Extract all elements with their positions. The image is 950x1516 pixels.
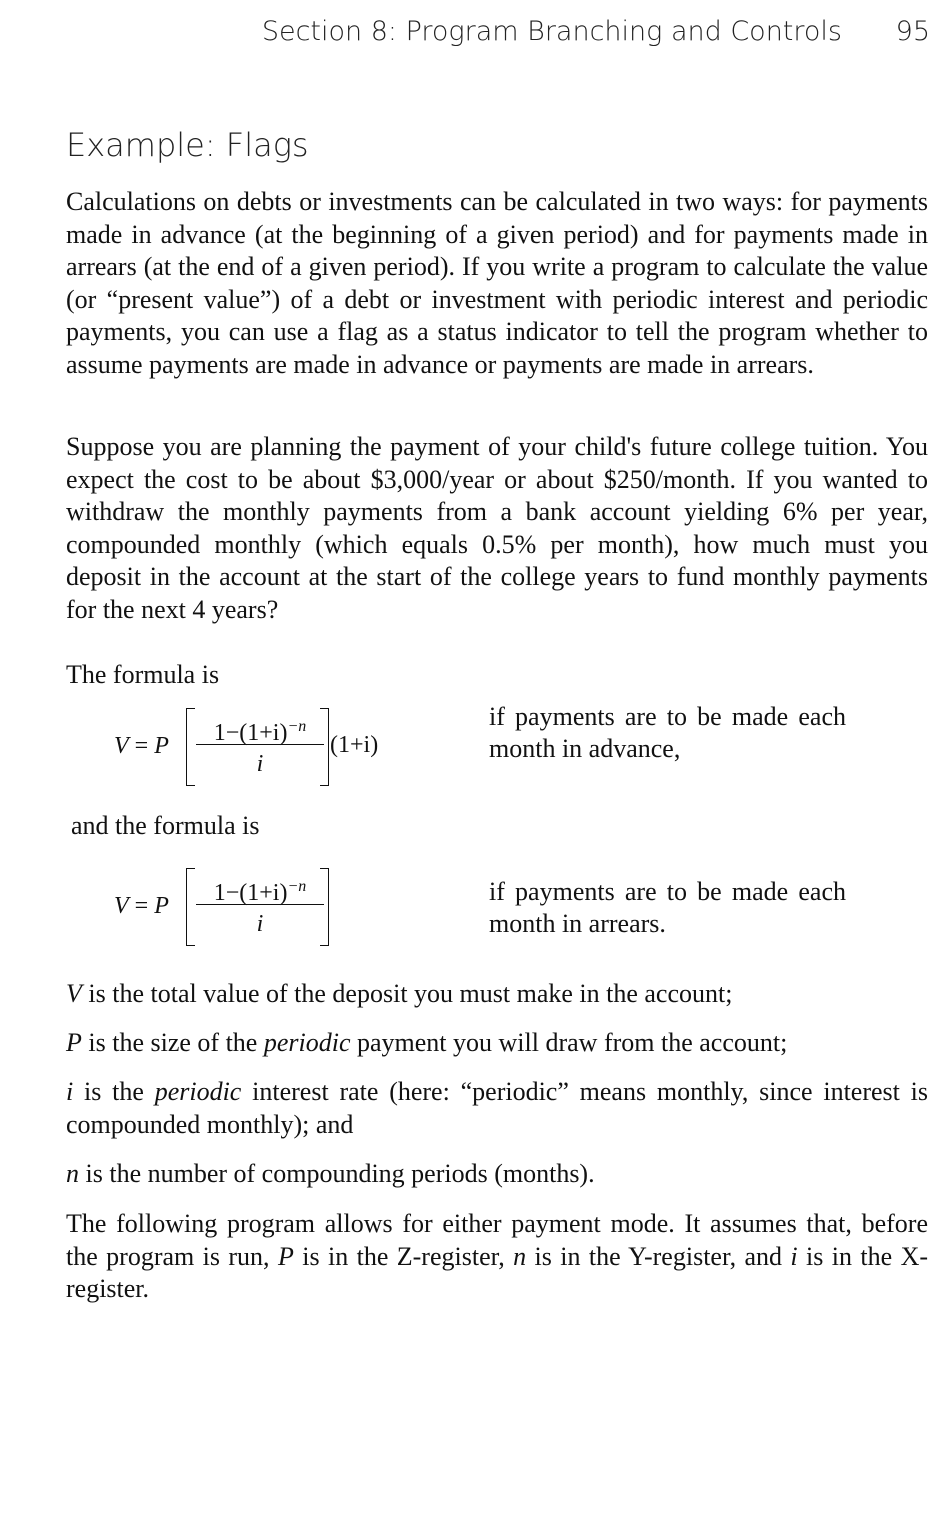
left-bracket (186, 708, 195, 786)
fraction (196, 870, 324, 939)
numerator: $1-(1+i)^{-n}$ (196, 870, 324, 905)
formula-tail: (1+i) (330, 732, 379, 758)
formula-lhs: V = P (114, 733, 169, 759)
formula-advance-note: if payments are to be made each month in advance, (489, 702, 846, 763)
formula-intro-text-2: and the formula is (71, 811, 260, 840)
right-bracket (320, 708, 329, 786)
fraction (196, 710, 324, 779)
formula-lhs: V = P (114, 893, 169, 919)
definition-n: n is the number of compounding periods (months). (66, 1159, 595, 1188)
denominator: i (256, 751, 264, 777)
definition-v: V is the total value of the deposit you must make in the account; (66, 979, 733, 1008)
intro-paragraph: Calculations on debts or investments can be calculated in two ways: for payments made in advance (at the beginning of a given period) and for payments made in arrears (at the end of a given period). If you write a program to calculate the value (or “present value”) of a debt or investment with periodic interest and periodic payments, you can use a flag as a status indicator to tell the program whether to assume payments are made in advance or payments are made in arrears. (66, 187, 928, 379)
left-bracket (186, 868, 195, 946)
definition-i: i is the periodic interest rate (here: “periodic” means monthly, since interest is compounded monthly); and (66, 1077, 928, 1139)
tuition-paragraph: Suppose you are planning the payment of your child's future college tuition. You expect the cost to be about $3,000/year or about $250/month. If you wanted to withdraw the monthly payments from a bank account yielding 6% per year, compounded monthly (which equals 0.5% per month), how much must you deposit in the account at the start of the college years to fund monthly payments for the next 4 years? (66, 432, 928, 624)
denominator: i (256, 911, 264, 937)
formula-advance (114, 708, 404, 788)
right-bracket (320, 868, 329, 946)
numerator: $1-(1+i)^{-n}$ (196, 710, 324, 745)
closing-paragraph: The following program allows for either payment mode. It assumes that, before the program is run, P is in the Z-register, n is in the Y-register, and i is in the X-register. (66, 1209, 929, 1304)
example-heading: Example: Flags (66, 126, 309, 164)
definition-p: P is the size of the periodic payment you will draw from the account; (66, 1028, 788, 1057)
formula-intro-text: The formula is (66, 660, 220, 689)
formula-arrears-note: if payments are to be made each month in arrears. (489, 877, 846, 938)
section-title: Section 8: Program Branching and Controls (261, 16, 842, 47)
page-number: 95 (895, 16, 930, 47)
formula-arrears (114, 868, 344, 948)
